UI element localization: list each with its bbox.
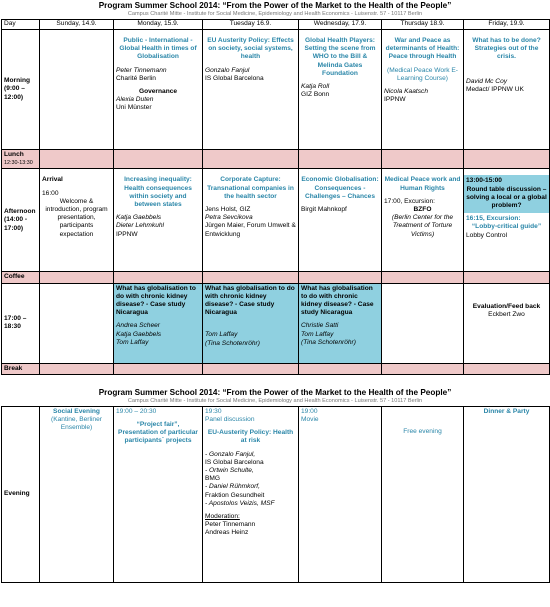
panel-speaker: - Gonzalo Fanjul, bbox=[205, 450, 256, 458]
page-title: Program Summer School 2014: “From the Power of the Market to the Health of the People” bbox=[98, 1, 452, 10]
header-sunday: Sunday, 14.9. bbox=[40, 20, 114, 30]
session-title: What has globalisation to do with chronic kidney disease? - Case study Nicaragua bbox=[301, 284, 374, 317]
excursion-time: 16:15, Excursion: bbox=[466, 215, 521, 223]
speaker: Jürgen Maier, Forum Umwelt & Entwicklung bbox=[205, 222, 296, 238]
panel-affiliation: IS Global Barcelona bbox=[205, 458, 264, 466]
break-row bbox=[2, 363, 550, 374]
speaker: Jens Holst, GIZ bbox=[205, 206, 251, 214]
late-tuesday bbox=[203, 283, 299, 363]
schedule-table-evening bbox=[1, 406, 550, 583]
speaker: Petra Sevcikova bbox=[205, 214, 253, 222]
session-title: Public - International - Global Health in times of Globalisation bbox=[119, 37, 197, 61]
panel-title: EU-Austerity Policy: Health at risk bbox=[207, 429, 294, 445]
speaker: (Tina Schotenröhr) bbox=[301, 338, 356, 346]
afternoon-monday bbox=[114, 169, 203, 272]
panel-speaker: - Daniel Rühmkorf, bbox=[205, 483, 260, 491]
late-afternoon-row bbox=[2, 283, 550, 363]
free-evening: Free evening bbox=[403, 427, 442, 435]
event-time: 19:00 bbox=[301, 407, 318, 415]
affiliation: IPPNW bbox=[384, 96, 406, 104]
session-title: Corporate Capture: Transnational companies in the health sector bbox=[207, 176, 294, 200]
excursion-time: 17:00, Excursion: bbox=[384, 197, 435, 205]
panel-speaker: - Apostolos Veizis, MSF bbox=[205, 499, 275, 507]
session-title: EU Austerity Policy: Effects on society, social systems, health bbox=[207, 37, 294, 61]
coffee-row bbox=[2, 272, 550, 283]
round-table-title: Round table discussion – solving a local or a global problem? bbox=[466, 185, 547, 210]
session-title: Global Health Players: Setting the scene from WHO to the Bill & Melinda Gates Foundation bbox=[304, 37, 376, 77]
evening-sunday bbox=[40, 406, 114, 582]
morning-friday bbox=[464, 30, 550, 150]
lunch-row bbox=[2, 150, 550, 169]
header-row bbox=[2, 20, 550, 30]
affiliation: GIZ Bonn bbox=[301, 91, 330, 99]
panel-affiliation: Fraktion Gesundheit bbox=[205, 491, 265, 499]
governance-title: Governance bbox=[138, 88, 178, 96]
late-thursday bbox=[382, 283, 464, 363]
round-table-time: 13:00-15:00 bbox=[466, 177, 502, 185]
afternoon-friday bbox=[464, 169, 550, 272]
social-evening-title: Social Evening bbox=[53, 407, 100, 415]
break-label: Break bbox=[2, 363, 40, 374]
panel-affiliation: BMG bbox=[205, 475, 221, 483]
course-note: (Medical Peace Work E-Learning Course) bbox=[387, 66, 458, 82]
morning-thursday bbox=[382, 30, 464, 150]
header-wednesday: Wednesday, 17.9. bbox=[299, 20, 382, 30]
arrival-title: Arrival bbox=[42, 176, 63, 184]
session-title: War and Peace as determinants of Health: Peace through Health bbox=[385, 37, 460, 61]
evening-thursday bbox=[382, 406, 464, 582]
affiliation: Uni Münster bbox=[116, 104, 152, 112]
session-title: What has globalisation to do with chronic kidney disease? - Case study Nicaragua bbox=[116, 284, 196, 317]
afternoon-wednesday bbox=[299, 169, 382, 272]
morning-monday bbox=[114, 30, 203, 150]
afternoon-label: Afternoon (14:00 - 17:00) bbox=[2, 169, 40, 272]
page-subtitle-2: Campus Charité Mitte - Institute for Social Medicine, Epidemiology and Health Economics - Luisenstr. 57 - 10117 Berlin bbox=[127, 397, 423, 404]
coffee-label: Coffee bbox=[2, 272, 40, 283]
speaker: Tom Laffay bbox=[116, 338, 149, 346]
speaker: Birgit Mahnkopf bbox=[301, 206, 347, 214]
affiliation: IPPNW bbox=[116, 230, 138, 238]
speaker: Gonzalo Fanjul bbox=[205, 66, 250, 74]
speaker: Tom Laffay bbox=[301, 330, 334, 338]
header-thursday: Thursday 18.9. bbox=[382, 20, 464, 30]
late-afternoon-label: 17:00 – 18:30 bbox=[2, 283, 40, 363]
excursion-description: (Berlin Center for the Treatment of Torture Victims) bbox=[391, 214, 454, 238]
schedule-table-week bbox=[1, 19, 550, 375]
evening-tuesday bbox=[203, 406, 299, 582]
moderator: Andreas Heinz bbox=[205, 529, 249, 537]
late-monday bbox=[114, 283, 203, 363]
speaker: Tom Laffay bbox=[205, 331, 238, 339]
session-title: Evaluation/Feed back bbox=[472, 302, 541, 310]
speaker: Peter Tinnemann bbox=[116, 66, 167, 74]
afternoon-thursday bbox=[382, 169, 464, 272]
panel-speaker: - Ortwin Schulte, bbox=[205, 467, 254, 475]
excursion-title: “Lobby-critical guide” bbox=[471, 223, 542, 231]
morning-row bbox=[2, 30, 550, 150]
speaker: David Mc Coy bbox=[466, 77, 508, 85]
page-subtitle: Campus Charité Mitte - Institute for Social Medicine, Epidemiology and Health Economics - Luisenstr. 57 - 10117 Berlin bbox=[127, 11, 423, 17]
lunch-label: Lunch 12:30-13:30 bbox=[2, 150, 40, 169]
excursion-title: BZFO bbox=[413, 206, 432, 214]
affiliation: Charité Berlin bbox=[116, 74, 156, 82]
header-tuesday: Tuesday 16.9. bbox=[203, 20, 299, 30]
affiliation: IS Global Barcelona bbox=[205, 74, 264, 82]
morning-sunday bbox=[40, 30, 114, 150]
late-sunday bbox=[40, 283, 114, 363]
afternoon-tuesday bbox=[203, 169, 299, 272]
evening-friday bbox=[464, 406, 550, 582]
moderator: Peter Tinnemann bbox=[205, 521, 256, 529]
session-title: What has globalisation to do with chronic kidney disease? - Case study Nicaragua bbox=[205, 284, 295, 317]
morning-wednesday bbox=[299, 30, 382, 150]
event-time: 19:30 bbox=[205, 407, 222, 415]
dinner-party: Dinner & Party bbox=[483, 407, 530, 415]
speaker: Katja Gaebbels bbox=[116, 330, 162, 338]
welcome-text: Welcome & introduction, program presentation, participants expectation bbox=[45, 197, 108, 238]
speaker: (Tina Schotenröhr) bbox=[205, 339, 260, 347]
speaker: Andrea Scheer bbox=[116, 322, 160, 330]
late-wednesday bbox=[299, 283, 382, 363]
evening-label: Evening bbox=[2, 406, 40, 582]
speaker: Alexia Duten bbox=[116, 96, 154, 104]
afternoon-sunday bbox=[40, 169, 114, 272]
session-title: Increasing inequality: Health consequences within society and between states bbox=[124, 176, 192, 209]
social-evening-place: (Kantine, Berliner Ensemble) bbox=[51, 416, 102, 432]
speaker: Katja Roll bbox=[301, 83, 330, 91]
round-table-box bbox=[464, 175, 549, 213]
speaker: Nicola Kaatsch bbox=[384, 88, 428, 96]
evening-wednesday bbox=[299, 406, 382, 582]
speaker: Katja Gaebbels bbox=[116, 214, 162, 222]
project-fair-title: “Project fair”, Presentation of particular participants´ projects bbox=[118, 421, 198, 445]
event-time: 19:00 – 20:30 bbox=[116, 407, 157, 415]
speaker: Christie Satti bbox=[301, 322, 339, 330]
event-type: Movie bbox=[301, 416, 319, 424]
speaker: Eckbert Zwo bbox=[488, 310, 525, 318]
event-type: Panel discussion bbox=[205, 416, 255, 424]
evening-monday bbox=[114, 406, 203, 582]
session-title: Medical Peace work and Human Rights bbox=[384, 176, 461, 192]
affiliation: Medact/ IPPNW UK bbox=[466, 85, 524, 93]
header-friday: Friday, 19.9. bbox=[464, 20, 550, 30]
welcome-time: 16:00 bbox=[42, 189, 59, 197]
morning-tuesday bbox=[203, 30, 299, 150]
moderation-label: Moderation: bbox=[205, 513, 240, 521]
page-title-2: Program Summer School 2014: “From the Power of the Market to the Health of the People” bbox=[98, 387, 452, 397]
header-day: Day bbox=[2, 20, 40, 30]
session-title: What has to be done? Strategies out of the crisis. bbox=[472, 37, 541, 61]
afternoon-row bbox=[2, 169, 550, 272]
excursion-org: Lobby Control bbox=[466, 231, 508, 239]
late-friday bbox=[464, 283, 550, 363]
evening-row bbox=[2, 406, 550, 582]
morning-label: Morning (9:00 – 12:00) bbox=[2, 30, 40, 150]
speaker: Dieter Lehmkuhl bbox=[116, 222, 165, 230]
session-title: Economic Globalisation: Consequences - Challenges – Chances bbox=[301, 176, 379, 200]
header-monday: Monday, 15.9. bbox=[114, 20, 203, 30]
